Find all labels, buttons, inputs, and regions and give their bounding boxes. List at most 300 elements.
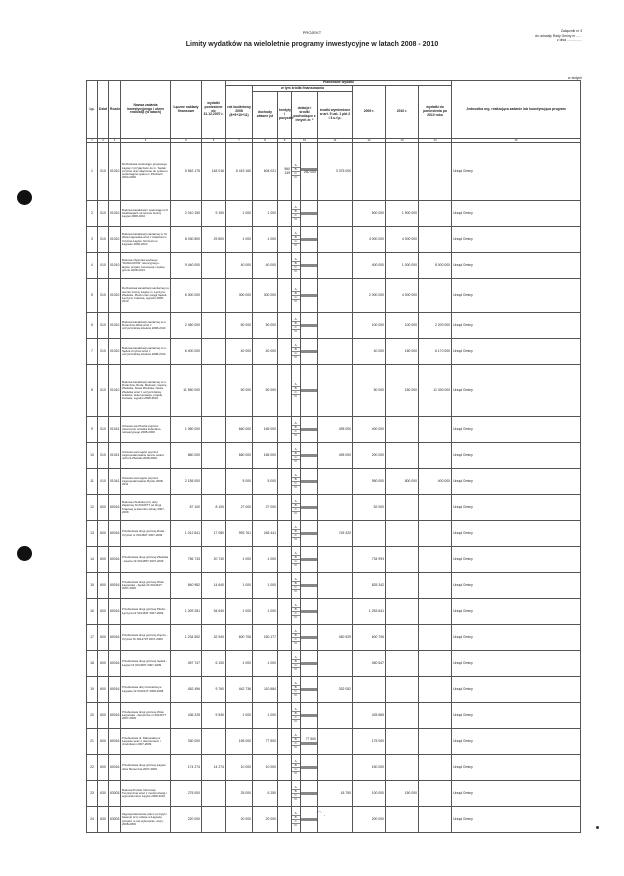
dotacje-sub-value	[301, 744, 317, 745]
row-2010: 1 500 000	[386, 201, 419, 227]
row-rok-budzetowy: 1 000	[226, 201, 253, 227]
col-group-zrodla: w tym źródła finansowania	[253, 86, 353, 92]
row-dochody: 1 000	[253, 547, 278, 573]
table-row	[87, 729, 581, 755]
row-wydatki: 14 640	[202, 573, 226, 599]
row-lp: 18	[87, 651, 98, 677]
row-po2010	[419, 417, 452, 443]
abcd-letter: B.	[292, 504, 300, 508]
col-dochody: dochody własne jst	[253, 92, 278, 139]
col-lp: Lp.	[87, 81, 98, 139]
abcd-letter: D.	[294, 667, 298, 671]
row-2009: 200 000	[353, 807, 386, 833]
row-dochody: 6 250	[253, 781, 278, 807]
row-dzial: 600	[98, 755, 109, 781]
row-po2010: 2 200 000	[419, 313, 452, 339]
row-2009: 100 000	[353, 781, 386, 807]
col-kredyty: kredyty i pożyczki	[278, 92, 292, 139]
row-kredyty	[278, 755, 292, 781]
row-po2010	[419, 677, 452, 703]
row-srodki	[318, 703, 353, 729]
row-po2010	[419, 201, 452, 227]
row-lp: 21	[87, 729, 98, 755]
abcd-letter: D.	[294, 394, 298, 398]
row-2009	[353, 521, 386, 547]
row-abcd	[292, 521, 301, 547]
row-abcd	[292, 279, 301, 313]
row-wydatki	[202, 443, 226, 469]
abcd-letter: C.	[292, 534, 300, 538]
row-rozdz: 63003	[109, 781, 121, 807]
row-lp: 13	[87, 521, 98, 547]
row-abcd	[292, 573, 301, 599]
row-dotacje	[301, 201, 318, 227]
row-dochody: 150 177	[253, 625, 278, 651]
abcd-letter: C.	[292, 716, 300, 720]
row-2009: 175 000	[353, 729, 386, 755]
row-dochody: 1 000	[253, 201, 278, 227]
row-rozdz: 01041	[109, 443, 121, 469]
dotacje-sub-value	[301, 326, 317, 327]
abcd-letter: A.	[292, 552, 300, 556]
row-task-name: Przebudowa drogi gminnej Wola Łagowska - Duraczów nr 001467T 2007-2009	[121, 703, 171, 729]
row-rok-budzetowy: 10 000	[226, 755, 253, 781]
abcd-letter: C.	[292, 266, 300, 270]
abcd-letter: C.	[292, 586, 300, 590]
abcd-letter: A.	[292, 258, 300, 262]
row-srodki	[318, 729, 353, 755]
row-rozdz: 60016	[109, 547, 121, 573]
abcd-letter: D.	[294, 563, 298, 567]
abcd-letter: B.	[292, 322, 300, 326]
row-abcd	[292, 143, 301, 201]
row-po2010	[419, 443, 452, 469]
row-rok-budzetowy: 300 000	[226, 279, 253, 313]
annex-line: Załącznik nr 3	[560, 29, 582, 33]
column-number: 4	[121, 139, 171, 143]
abcd-letter: B.	[292, 387, 300, 391]
row-laczne: 1 012 841	[171, 521, 202, 547]
abcd-letter: D.	[294, 433, 298, 437]
row-abcd	[292, 599, 301, 625]
dotacje-sub-value	[301, 612, 317, 613]
row-2009: 52 000	[353, 495, 386, 521]
row-kredyty	[278, 651, 292, 677]
row-kredyty	[278, 729, 292, 755]
row-wydatki: 9 540	[202, 703, 226, 729]
row-abcd	[292, 201, 301, 227]
row-jednostka: Urząd Gminy	[452, 365, 581, 417]
row-kredyty	[278, 279, 292, 313]
row-rok-budzetowy: 1 000	[226, 573, 253, 599]
abcd-letter: B.	[292, 738, 300, 742]
row-rok-budzetowy: 40 000	[226, 253, 253, 279]
dotacje-sub-value: 260 000	[303, 170, 316, 175]
abcd-letter: A.	[292, 318, 300, 322]
abcd-letter: A.	[292, 734, 300, 738]
abcd-letter: D.	[294, 511, 298, 515]
abcd-letter: A.	[292, 383, 300, 387]
table-row	[87, 495, 581, 521]
row-rozdz: 63003	[109, 807, 121, 833]
row-dotacje	[301, 781, 318, 807]
row-dzial: 600	[98, 573, 109, 599]
abcd-letter: A.	[292, 344, 300, 348]
abcd-letter: C.	[292, 508, 300, 512]
table-row	[87, 625, 581, 651]
row-srodki	[318, 313, 353, 339]
row-rok-budzetowy: 5 419 160	[226, 143, 253, 201]
row-2010	[386, 547, 419, 573]
row-srodki	[318, 495, 353, 521]
row-lp: 4	[87, 253, 98, 279]
abcd-letter: B.	[292, 582, 300, 586]
row-rozdz: 01010	[109, 365, 121, 417]
abcd-letter: A.	[292, 760, 300, 764]
row-rozdz: 01010	[109, 201, 121, 227]
row-rok-budzetowy: 600 706	[226, 625, 253, 651]
abcd-letter: C.	[292, 456, 300, 460]
table-head	[87, 81, 581, 143]
document-title: Limity wydatków na wieloletnie programy inwestycyjne w latach 2008 - 2010	[185, 41, 439, 48]
row-rozdz: 60016	[109, 599, 121, 625]
col-dzial: Dział	[98, 81, 109, 139]
row-kredyty	[278, 339, 292, 365]
row-srodki	[318, 279, 353, 313]
dotacje-sub-value	[301, 266, 317, 267]
abcd-letter: B.	[292, 478, 300, 482]
row-dzial: 010	[98, 253, 109, 279]
row-rozdz: 01010	[109, 339, 121, 365]
column-number: 7	[226, 139, 253, 143]
row-dotacje	[301, 443, 318, 469]
row-kredyty	[278, 807, 292, 833]
row-dzial: 010	[98, 279, 109, 313]
row-kredyty	[278, 313, 292, 339]
row-wydatki: 14 274	[202, 755, 226, 781]
col-srodki: środki wymienione w art. 5 ust. 1 pkt 2 i 3 u.f.p.	[318, 92, 353, 139]
row-jednostka: Urząd Gminy	[452, 599, 581, 625]
row-dotacje	[301, 807, 318, 833]
abcd-letter: A.	[292, 448, 300, 452]
row-srodki	[318, 365, 353, 417]
row-jednostka: Urząd Gminy	[452, 227, 581, 253]
row-rozdz: 60016	[109, 495, 121, 521]
row-lp: 23	[87, 781, 98, 807]
row-kredyty	[278, 547, 292, 573]
table-row	[87, 365, 581, 417]
abcd-letter: C.	[292, 214, 300, 218]
table-row	[87, 143, 581, 201]
row-abcd	[292, 227, 301, 253]
row-rok-budzetowy: 1 000	[226, 651, 253, 677]
row-dotacje	[301, 313, 318, 339]
row-lp: 12	[87, 495, 98, 521]
row-rok-budzetowy: 155 000	[226, 729, 253, 755]
row-dochody: 300 000	[253, 279, 278, 313]
row-2010	[386, 729, 419, 755]
row-dochody: 5 000	[253, 469, 278, 495]
row-2009: 40 000	[353, 339, 386, 365]
abcd-letter: D.	[294, 771, 298, 775]
row-task-name: Budowa kanalizacji i wodociągu w Ił lokalizacjach na terenie Gminy Łagów 2008-2010	[121, 201, 171, 227]
row-dotacje	[301, 279, 318, 313]
row-dochody: 248 441	[253, 521, 278, 547]
row-rok-budzetowy: 20 000	[226, 807, 253, 833]
abcd-letter: B.	[292, 168, 300, 172]
row-laczne: 174 274	[171, 755, 202, 781]
row-lp: 22	[87, 755, 98, 781]
row-wydatki	[202, 729, 226, 755]
row-task-name: Budowa kanalizacji sanitarnej w m. Duraczów, Ruda, Melonek, Gęsice, Zbelutka, Nowa Zbelutka, Nowa Zbelutka wraz z oczyszczalnią ścieków, dokumentacja, projekt, budowa, wypełni 2008-2016	[121, 365, 171, 417]
row-abcd	[292, 495, 301, 521]
row-po2010	[419, 279, 452, 313]
abcd-letter: A.	[292, 474, 300, 478]
row-po2010	[419, 729, 452, 755]
row-wydatki	[202, 469, 226, 495]
row-task-name: Odnowa wsi Płucha poprzez utworzenie ośrodka kulturalno-rekreacyjnego 2008-2009	[121, 417, 171, 443]
row-laczne: 1 050 000	[171, 417, 202, 443]
row-srodki: 18 750	[318, 781, 353, 807]
row-laczne: 9 440 000	[171, 253, 202, 279]
abcd-letter: C.	[292, 352, 300, 356]
row-task-name: Przebudowa drogi gminnej Wola Łagowska - Sędek Nr 001461T 2007-2009	[121, 573, 171, 599]
abcd-letter: C.	[292, 794, 300, 798]
abcd-letter: B.	[292, 764, 300, 768]
abcd-letter: C.	[292, 612, 300, 616]
row-2009: 100 000	[353, 313, 386, 339]
row-jednostka: Urząd Gminy	[452, 279, 581, 313]
row-task-name: Przebudowa drogi gminnej Łagów ulica Słoneczna 2007-2009	[121, 755, 171, 781]
dotacje-sub-value	[301, 508, 317, 509]
row-abcd	[292, 651, 301, 677]
row-srodki: 745 320	[318, 521, 353, 547]
abcd-letter: A.	[292, 578, 300, 582]
row-kredyty	[278, 599, 292, 625]
row-lp: 6	[87, 313, 98, 339]
abcd-letter: C.	[292, 172, 300, 176]
dotacje-sub-value	[301, 560, 317, 561]
row-kredyty	[278, 227, 292, 253]
row-dzial: 600	[98, 521, 109, 547]
abcd-letter: D.	[294, 355, 298, 359]
row-task-name: Budowa zbiornika wodnego "DURACZÓW" retencyjnego - łagów, projekt, koncepcja i wykup gruntu 2008-2013	[121, 253, 171, 279]
row-rok-budzetowy: 442 736	[226, 677, 253, 703]
dotacje-sub-value	[301, 214, 317, 215]
row-2009: 400 000	[353, 253, 386, 279]
row-dzial: 010	[98, 443, 109, 469]
pen-mark: ⌒ ·	[316, 813, 326, 819]
table-row	[87, 443, 581, 469]
col-zadanie: Nazwa zadania inwestycyjnego i okres realizacji (w latach)	[121, 81, 171, 139]
row-kredyty	[278, 521, 292, 547]
abcd-letter: C.	[292, 560, 300, 564]
dotacje-sub-value	[301, 456, 317, 457]
row-dochody: 1 000	[253, 573, 278, 599]
row-laczne: 11 550 000	[171, 365, 202, 417]
col-rozdz: Rozdz.	[109, 81, 121, 139]
column-number: 5	[171, 139, 202, 143]
abcd-letter: C.	[292, 742, 300, 746]
row-jednostka: Urząd Gminy	[452, 781, 581, 807]
row-2010: 1 000 000	[386, 253, 419, 279]
dotacje-sub-value	[301, 586, 317, 587]
row-dochody: 40 000	[253, 339, 278, 365]
row-rozdz: 60016	[109, 521, 121, 547]
row-dotacje	[301, 573, 318, 599]
dotacje-sub-value	[301, 690, 317, 691]
row-2009: 734 993	[353, 547, 386, 573]
punch-hole-top	[17, 190, 32, 205]
row-abcd	[292, 703, 301, 729]
row-laczne: 457 747	[171, 651, 202, 677]
row-po2010	[419, 755, 452, 781]
row-laczne: 860 000	[171, 443, 202, 469]
dotacje-sub-value	[301, 716, 317, 717]
row-kredyty	[278, 495, 292, 521]
row-srodki	[318, 469, 353, 495]
dotacje-sub-value	[301, 794, 317, 795]
scan-speck	[596, 826, 599, 829]
abcd-letter: C.	[292, 638, 300, 642]
row-2009	[353, 143, 386, 201]
row-jednostka: Urząd Gminy	[452, 729, 581, 755]
row-dzial: 010	[98, 313, 109, 339]
row-rozdz: 01010	[109, 253, 121, 279]
abcd-letter: D.	[294, 329, 298, 333]
table-row	[87, 677, 581, 703]
abcd-letter: C.	[292, 430, 300, 434]
abcd-letter: B.	[292, 292, 300, 296]
row-dochody: 77 500	[253, 729, 278, 755]
abcd-letter: A.	[292, 206, 300, 210]
abcd-letter: A.	[292, 812, 300, 816]
row-po2010	[419, 625, 452, 651]
abcd-letter: D.	[294, 745, 298, 749]
row-abcd	[292, 313, 301, 339]
row-dotacje	[301, 143, 318, 201]
row-dzial: 630	[98, 781, 109, 807]
row-lp: 11	[87, 469, 98, 495]
row-wydatki: 9 150	[202, 201, 226, 227]
row-po2010	[419, 703, 452, 729]
abcd-letter: D.	[294, 719, 298, 723]
row-2009: 2 000 000	[353, 279, 386, 313]
abcd-letter: D.	[294, 269, 298, 273]
abcd-letter: C.	[292, 326, 300, 330]
row-wydatki	[202, 781, 226, 807]
row-laczne: 5 562 175	[171, 143, 202, 201]
row-dzial: 010	[98, 417, 109, 443]
abcd-letter: C.	[292, 768, 300, 772]
abcd-letter: A.	[292, 422, 300, 426]
row-2010: 800 000	[386, 469, 419, 495]
row-2010	[386, 677, 419, 703]
col-wydatki: wydatki poniesione do 31.12.2007 r.	[202, 81, 226, 139]
row-wydatki: 6 100	[202, 651, 226, 677]
abcd-letter: A.	[292, 708, 300, 712]
row-lp: 10	[87, 443, 98, 469]
row-2010	[386, 573, 419, 599]
row-dochody: 1 000	[253, 651, 278, 677]
row-abcd	[292, 807, 301, 833]
row-dotacje	[301, 417, 318, 443]
row-laczne: 220 000	[171, 807, 202, 833]
abcd-letter: A.	[292, 288, 300, 292]
row-lp: 1	[87, 143, 98, 201]
table-row	[87, 547, 581, 573]
abcd-letter: A.	[292, 500, 300, 504]
row-lp: 15	[87, 573, 98, 599]
abcd-letter: D.	[294, 693, 298, 697]
row-po2010: 11 300 000	[419, 365, 452, 417]
row-srodki: 495 000	[318, 443, 353, 469]
row-srodki	[318, 227, 353, 253]
row-abcd	[292, 253, 301, 279]
row-rok-budzetowy: 25 000	[226, 781, 253, 807]
row-wydatki: 32 940	[202, 625, 226, 651]
table-body	[87, 143, 581, 833]
row-task-name: Przebudowa drogi gminnej Sędek - Łagów Nr 001466T 2007-2009	[121, 651, 171, 677]
row-dochody: 1 000	[253, 703, 278, 729]
row-dzial: 600	[98, 547, 109, 573]
row-rozdz: 01010	[109, 279, 121, 313]
table-row	[87, 227, 581, 253]
abcd-letter: B.	[292, 210, 300, 214]
row-kredyty	[278, 469, 292, 495]
row-dzial: 600	[98, 495, 109, 521]
column-number: 12	[353, 139, 386, 143]
row-dotacje	[301, 227, 318, 253]
abcd-letter: C.	[292, 391, 300, 395]
row-po2010: 400 000	[419, 469, 452, 495]
abcd-letter: D.	[294, 537, 298, 541]
row-abcd	[292, 781, 301, 807]
row-jednostka: Urząd Gminy	[452, 573, 581, 599]
row-task-name: Przebudowa ul. Rakowskiej w Łagowie wraz z utworzeniem i chodnikiem 2007-2009	[121, 729, 171, 755]
row-po2010	[419, 547, 452, 573]
row-dotacje	[301, 677, 318, 703]
row-2010: 150 000	[386, 781, 419, 807]
row-jednostka: Urząd Gminy	[452, 339, 581, 365]
row-lp: 7	[87, 339, 98, 365]
row-2010: 4 000 000	[386, 227, 419, 253]
row-2010	[386, 807, 419, 833]
row-rok-budzetowy: 27 000	[226, 495, 253, 521]
col-rok-budzetowy: rok budżetowy 2008 (8+9+10+11)	[226, 86, 253, 139]
row-wydatki	[202, 339, 226, 365]
row-dzial: 010	[98, 143, 109, 201]
col-group-planowane: Planowane wydatki	[226, 81, 452, 86]
abcd-letter: D.	[294, 485, 298, 489]
row-wydatki	[202, 253, 226, 279]
row-po2010	[419, 573, 452, 599]
row-2009: 825 342	[353, 573, 386, 599]
row-dotacje	[301, 495, 318, 521]
row-2010	[386, 443, 419, 469]
col-2009: 2009 r.	[353, 86, 386, 139]
row-laczne: 6 400 000	[171, 339, 202, 365]
column-number: 1	[87, 139, 98, 143]
row-lp: 3	[87, 227, 98, 253]
abcd-letter: C.	[292, 296, 300, 300]
row-abcd	[292, 729, 301, 755]
row-kredyty	[278, 781, 292, 807]
row-jednostka: Urząd Gminy	[452, 313, 581, 339]
row-kredyty	[278, 573, 292, 599]
column-number: 15	[452, 139, 581, 143]
row-po2010	[419, 599, 452, 625]
